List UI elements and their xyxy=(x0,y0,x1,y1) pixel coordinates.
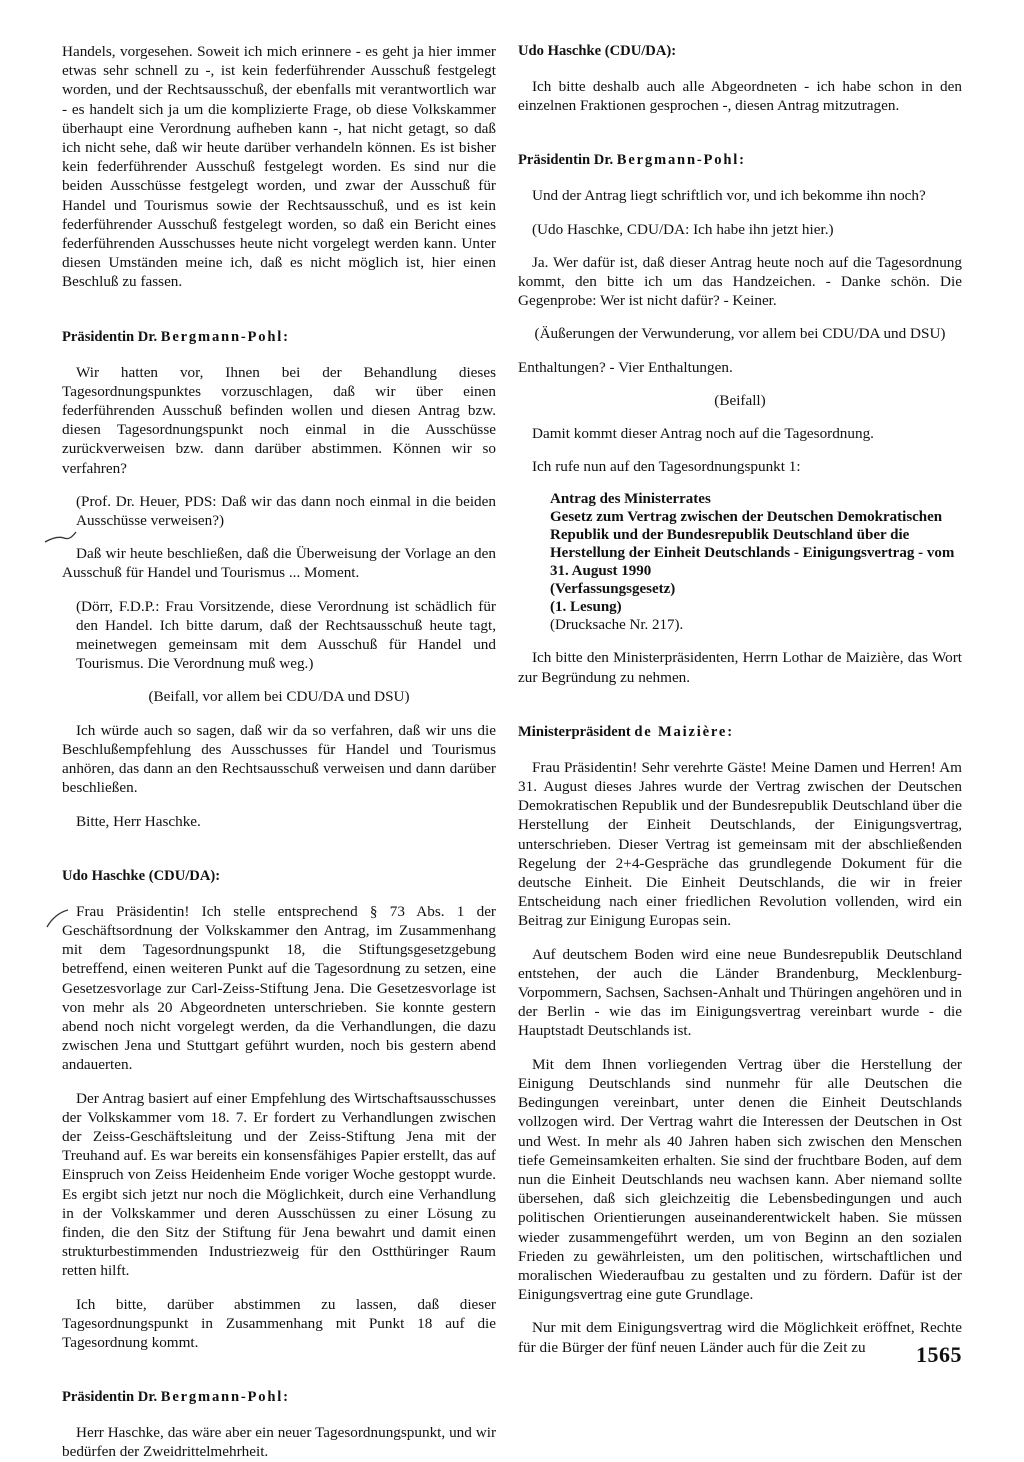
paragraph: Bitte, Herr Haschke. xyxy=(76,812,201,830)
interjection: (Prof. Dr. Heuer, PDS: Daß wir das dann noch einmal in die beiden Ausschüsse verweisen?) xyxy=(76,492,496,530)
spacer xyxy=(62,798,496,812)
spacer xyxy=(518,634,962,648)
spacer xyxy=(518,310,962,324)
agenda-line: Gesetz zum Vertrag zwischen der Deutschen Demokratischen Republik und der Bundesrepublik Deutschland über die Herstellung der Einheit Deutschlands - Einigungsvertrag - vom 31. August 1990 xyxy=(550,509,955,580)
spacer xyxy=(62,831,496,867)
spacer xyxy=(518,170,962,186)
pen-mark-1 xyxy=(44,528,78,546)
interjection: (Udo Haschke, CDU/DA: Ich habe ihn jetzt hier.) xyxy=(532,220,834,238)
agenda-line: (Verfassungsgesetz) xyxy=(550,581,676,598)
speaker-heading xyxy=(62,1388,496,1407)
paragraph: Daß wir heute beschließen, daß die Überweisung der Vorlage an den Ausschuß für Handel und Tourismus ... Moment. xyxy=(62,545,496,582)
paragraph: Wir hatten vor, Ihnen bei der Behandlung dieses Tagesordnungspunktes vorzuschlagen, daß wir über einen federführenden Ausschuß befinden wollen und diesen Antrag bzw. diesen Tagesordnungspunkt noch einmal in die Ausschüsse zurückverweisen bzw. dann darüber abstimmen. Können wir so verfahren? xyxy=(62,363,496,477)
spacer xyxy=(518,61,962,77)
spacer xyxy=(62,292,496,328)
paragraph: Und der Antrag liegt schriftlich vor, und ich bekomme ihn noch? xyxy=(532,187,926,205)
spacer xyxy=(518,443,962,457)
paragraph: Enthaltungen? - Vier Enthaltungen. xyxy=(518,358,733,376)
left-column xyxy=(62,42,496,1462)
speaker-heading xyxy=(518,723,962,742)
speaker-role: Präsidentin Dr. xyxy=(62,328,161,345)
speaker-colon: : xyxy=(283,1389,288,1406)
paragraph: Nur mit dem Einigungsvertrag wird die Möglichkeit eröffnet, Rechte für die Bürger der fünf neuen Länder auch für die Zeit zu xyxy=(518,1319,962,1356)
speaker-role: Präsidentin Dr. xyxy=(62,1389,161,1406)
speaker-role: Udo Haschke (CDU/DA): xyxy=(518,43,677,59)
spacer xyxy=(62,583,496,597)
reaction-note: (Beifall) xyxy=(714,391,766,409)
speaker-colon: : xyxy=(727,723,733,740)
interjection: (Dörr, F.D.P.: Frau Vorsitzende, diese Verordnung ist schädlich für den Handel. Ich bitte darum, daß der Rechtsausschuß heute tagt, meinetwegen gemeinsam mit dem Ausschuß für Handel und Tourismus. Die Verordnung muß weg.) xyxy=(76,597,496,673)
spacer xyxy=(62,1407,496,1423)
speaker-heading xyxy=(62,328,496,347)
paragraph: Ich bitte deshalb auch alle Abgeordneten - ich habe schon in den einzelnen Fraktionen gesprochen -, diesen Antrag mitzutragen. xyxy=(518,78,962,115)
spacer xyxy=(518,931,962,945)
paragraph: Ich bitte den Ministerpräsidenten, Herrn Lothar de Maizière, das Wort zur Begründung zu nehmen. xyxy=(518,649,962,686)
spacer xyxy=(518,377,962,391)
reaction-note: (Äußerungen der Verwunderung, vor allem bei CDU/DA und DSU) xyxy=(534,325,946,343)
agenda-line: (1. Lesung) xyxy=(550,599,622,616)
paragraph: Damit kommt dieser Antrag noch auf die Tagesordnung. xyxy=(532,425,874,443)
pen-mark-2 xyxy=(44,908,70,930)
paragraph: Ich rufe nun auf den Tagesordnungspunkt 1: xyxy=(532,458,801,476)
paragraph: Handels, vorgesehen. Soweit ich mich erinnere - es geht ja hier immer etwas sehr schnell zu -, ist kein federführender Ausschuß festgelegt worden, und der Rechtsausschuß, der ebenfalls mit verantwortlich war - es handelt sich ja um die komplizierte Frage, ob diese Volkskammer überhaupt eine Verordnung aufheben kann -, hat nicht getagt, so daß ich nicht sehe, daß wir heute darüber verhandeln können. Es ist bisher kein federführender Ausschuß festgelegt worden. Es sind nur die beiden Ausschüsse festgelegt worden, und zwar der Ausschuß für Handel und Tourismus sowie der Rechtsausschuß, und es ist kein federführender Ausschuß festgelegt worden, so daß ein Bericht eines federführenden Ausschusses heute nicht vorgelegt werden kann. Unter diesen Umständen meine ich, daß es nicht möglich ist, hier einen Beschluß zu fassen. xyxy=(62,43,496,291)
spacer xyxy=(518,239,962,253)
agenda-line: (Drucksache Nr. 217). xyxy=(550,617,684,634)
speaker-role: Ministerpräsident xyxy=(518,723,635,740)
speaker-heading xyxy=(518,42,962,61)
agenda-line: Antrag des Ministerrates xyxy=(550,491,711,508)
speaker-name: de Maizière xyxy=(634,723,728,740)
paragraph: Mit dem Ihnen vorliegenden Vertrag über die Herstellung der Einigung Deutschlands sind nunmehr für alle Deutschen die Bedingungen vereinbart, unter denen die Einheit Deutschlands vollzogen wird. Der Vertrag wahrt die Interessen der Deutschen in Ost und West. In mehr als 40 Jahren haben sich zwischen den Menschen tiefe Gemeinsamkeiten erhalten. Sie sind der fruchtbare Boden, auf dem nun die Einheit Deutschlands neu wachsen kann. Aber niemand sollte übersehen, daß sich gleichzeitig die Lebensbedingungen und auch politischen Orientierungen auseinanderentwickelt haben. Sie müssen wieder zusammengeführt werden, um von Beginn an den sozialen Frieden zu gewährleisten, um den politischen, wirtschaftlichen und moralischen Wiederaufbau zu gestalten und zu fördern. Dafür ist der Einigungsvertrag eine gute Grundlage. xyxy=(518,1055,962,1304)
speaker-role: Präsidentin Dr. xyxy=(518,152,617,169)
paragraph: Frau Präsidentin! Sehr verehrte Gäste! Meine Damen und Herren! Am 31. August dieses Jahres wurde der Vertrag zwischen der Deutschen Demokratischen Republik und der Bundesrepublik Deutschland über die Herstellung der Einheit Deutschlands, der Einigungsvertrag, unterschrieben. Dieser Vertrag ist gemeinsam mit der abschließenden Regelung der 2+4-Gespräche das grundlegende Dokument für die deutsche Einheit. Die Einheit Deutschlands, die wir in freier Entscheidung nach einer friedlichen Revolution vollenden, wird ein Beitrag zur Einigung Europas sein. xyxy=(518,758,962,930)
spacer xyxy=(518,410,962,424)
spacer xyxy=(62,707,496,721)
speaker-colon: : xyxy=(739,152,744,169)
spacer xyxy=(518,1041,962,1055)
spacer xyxy=(518,687,962,723)
speaker-name: Bergmann-Pohl xyxy=(616,152,740,169)
speaker-name: Bergmann-Pohl xyxy=(160,1389,284,1406)
spacer xyxy=(518,344,962,358)
spacer xyxy=(62,1352,496,1388)
right-column xyxy=(518,42,962,1357)
paragraph: Ich bitte, darüber abstimmen zu lassen, daß dieser Tagesordnungspunkt in Zusammenhang mit Punkt 18 auf die Tagesordnung kommt. xyxy=(62,1295,496,1351)
spacer xyxy=(62,1075,496,1089)
spacer xyxy=(518,742,962,758)
spacer xyxy=(62,478,496,492)
page-number: 1565 xyxy=(916,1342,962,1367)
spacer xyxy=(518,115,962,151)
speaker-role: Udo Haschke (CDU/DA): xyxy=(62,867,221,884)
spacer xyxy=(62,347,496,363)
spacer xyxy=(62,1281,496,1295)
speaker-colon: : xyxy=(283,328,288,345)
paragraph: Ich würde auch so sagen, daß wir da so verfahren, daß wir uns die Beschlußempfehlung des Ausschusses für Handel und Tourismus anhören, das dann an den Rechtsausschuß verweisen und dann darüber beschließen. xyxy=(62,721,496,797)
speaker-heading xyxy=(518,151,962,170)
spacer xyxy=(62,673,496,687)
paragraph: Der Antrag basiert auf einer Empfehlung des Wirtschaftsausschusses der Volkskammer vom 18. 7. Er fordert zu Verhandlungen zwischen der Zeiss-Geschäftsleitung und der Zeiss-Stiftung Jena mit der Treuhand auf. Es war bereits ein konsensfähiges Papier erstellt, das auf Einspruch von Zeiss Heidenheim Ende voriger Woche gestoppt wurde. Es ergibt sich jetzt nur noch die Möglichkeit, durch eine Verhandlung in der Volkskammer und deren Ausschüssen zu einer Lösung zu finden, die den Sitz der Stiftung für Jena bewahrt und damit einen strukturbestimmenden Industriezweig für den Ostthüringer Raum retten hilft. xyxy=(62,1089,496,1280)
paragraph: Auf deutschem Boden wird eine neue Bundesrepublik Deutschland entstehen, der auch die Länder Brandenburg, Mecklenburg-Vorpommern, Sachsen, Sachsen-Anhalt und Thüringen angehören und in der Berlin - wie das im Einigungsvertrag vereinbart wurde - die Hauptstadt Deutschlands ist. xyxy=(518,945,962,1040)
agenda-item xyxy=(550,490,962,634)
spacer xyxy=(518,1304,962,1318)
paragraph: Ja. Wer dafür ist, daß dieser Antrag heute noch auf die Tagesordnung kommt, den bitte ich um das Handzeichen. - Danke schön. Die Gegenprobe: Wer ist nicht dafür? - Keiner. xyxy=(518,253,962,310)
speaker-heading xyxy=(62,867,496,886)
spacer xyxy=(62,886,496,902)
paragraph: Frau Präsidentin! Ich stelle entsprechend § 73 Abs. 1 der Geschäftsordnung der Volkskammer den Antrag, im Zusammenhang mit dem Tagesordnungspunkt 18, die Stiftungsgesetzgebung betreffend, einen weiteren Punkt auf die Tagesordnung zu setzen, eine Gesetzesvorlage zur Carl-Zeiss-Stiftung Jena. Die Gesetzesvorlage ist von mehr als 20 Abgeordneten unterschrieben. Sie konnte gestern abend noch nicht vorgelegt werden, da die Verhandlungen, die dazu zwischen Jena und Stuttgart geführt wurden, noch bis gestern abend andauerten. xyxy=(62,902,496,1074)
spacer xyxy=(62,530,496,544)
speaker-name: Bergmann-Pohl xyxy=(160,328,284,345)
spacer xyxy=(518,206,962,220)
spacer xyxy=(518,476,962,490)
reaction-note: (Beifall, vor allem bei CDU/DA und DSU) xyxy=(148,688,410,706)
paragraph: Herr Haschke, das wäre aber ein neuer Tagesordnungspunkt, und wir bedürfen der Zweidrittelmehrheit. xyxy=(62,1424,496,1461)
